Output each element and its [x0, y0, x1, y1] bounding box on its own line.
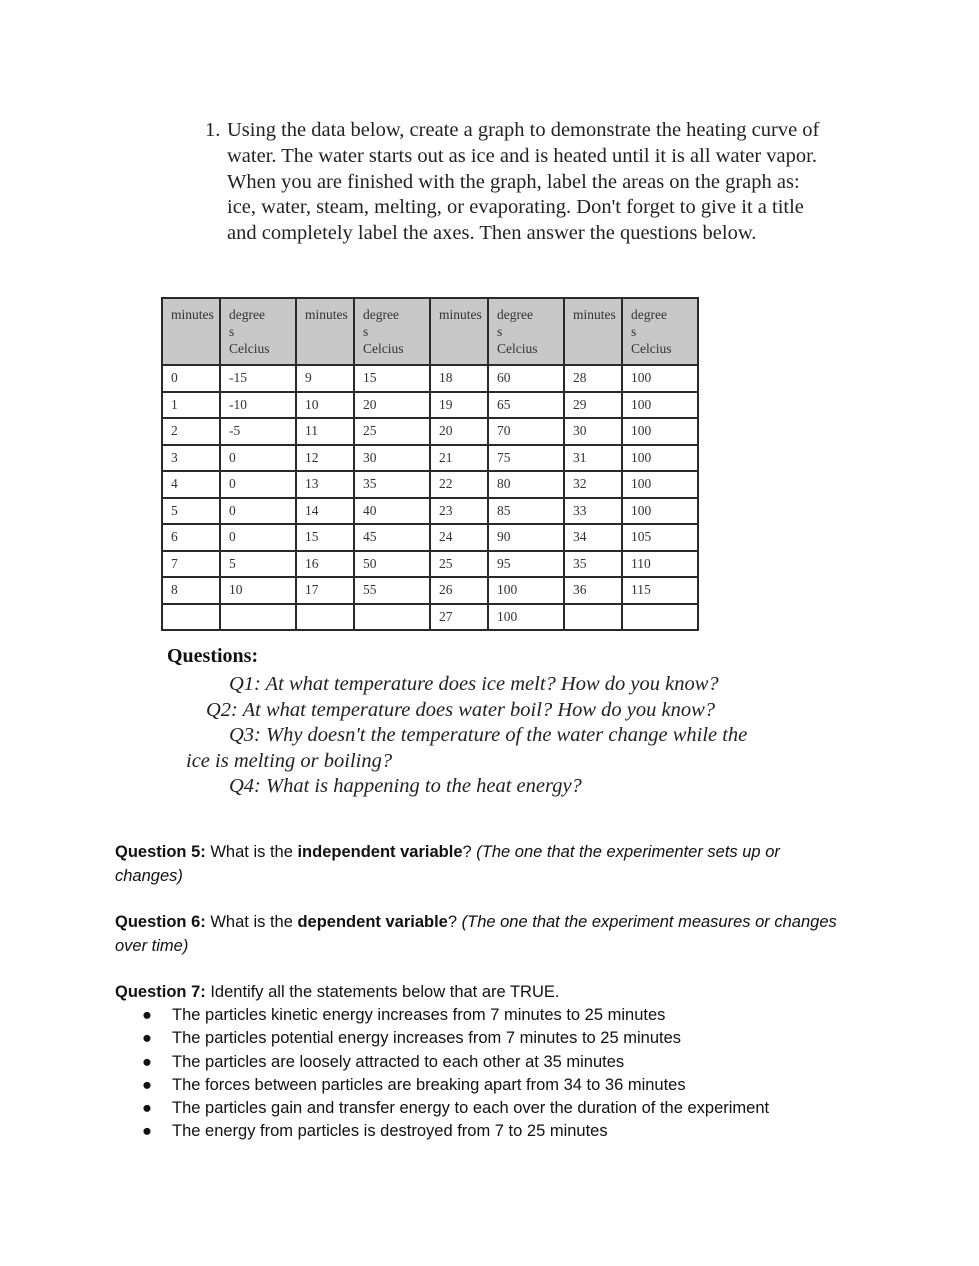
cell-minutes: 9 — [296, 365, 354, 392]
cell-minutes: 23 — [430, 498, 488, 525]
question-6-label: Question 6: — [115, 913, 206, 931]
list-item: ● The energy from particles is destroyed from 7 to 25 minutes — [140, 1120, 769, 1143]
question-6-hint: (The one that the experiment measures or changes over time) — [115, 913, 837, 955]
cell-degrees: 100 — [622, 365, 698, 392]
table-row — [162, 524, 698, 551]
cell-degrees: 30 — [354, 445, 430, 472]
cell-minutes: 20 — [430, 418, 488, 445]
cell-minutes: 1 — [162, 392, 220, 419]
question-q3-line1: Q3: Why doesn't the temperature of the water change while the — [229, 724, 748, 746]
cell-minutes: 32 — [564, 471, 622, 498]
table-header-row — [162, 298, 698, 365]
header-degrees: degree s Celcius — [354, 298, 430, 365]
cell-degrees — [354, 604, 430, 631]
cell-degrees: 55 — [354, 577, 430, 604]
cell-degrees: 95 — [488, 551, 564, 578]
cell-minutes: 13 — [296, 471, 354, 498]
bullet-icon: ● — [142, 1029, 152, 1048]
cell-degrees: 100 — [622, 392, 698, 419]
cell-degrees: 20 — [354, 392, 430, 419]
cell-minutes: 10 — [296, 392, 354, 419]
cell-degrees — [622, 604, 698, 631]
question-q3-line2: ice is melting or boiling? — [186, 750, 393, 772]
cell-degrees: -10 — [220, 392, 296, 419]
cell-minutes: 30 — [564, 418, 622, 445]
cell-degrees: 90 — [488, 524, 564, 551]
header-minutes: minutes — [430, 298, 488, 365]
questions-heading: Questions: — [167, 645, 259, 667]
question-5: Question 5: What is the independent variable? (The one that the experimenter sets up or changes) — [115, 843, 780, 885]
question-q1: Q1: At what temperature does ice melt? How do you know? — [229, 673, 719, 695]
question-5-term: independent variable — [297, 843, 463, 861]
table-row — [162, 445, 698, 472]
cell-minutes: 16 — [296, 551, 354, 578]
question-7-text: Identify all the statements below that are TRUE. — [205, 983, 560, 1001]
question-5-label: Question 5: — [115, 843, 206, 861]
cell-minutes: 21 — [430, 445, 488, 472]
cell-degrees: 0 — [220, 445, 296, 472]
cell-minutes: 24 — [430, 524, 488, 551]
question-q2: Q2: At what temperature does water boil? How do you know? — [206, 699, 716, 721]
list-item: ● The particles gain and transfer energy to each over the duration of the experiment — [140, 1097, 769, 1120]
header-degrees: degree s Celcius — [622, 298, 698, 365]
instruction-text: Using the data below, create a graph to demonstrate the heating curve of water. The water starts out as ice and is heated until it is all water vapor. When you are finished with the graph, label the areas on the graph as: ice, water, steam, melting, or evaporating. Don't forget to give it a title and completely label the axes. Then answer the questions below. — [227, 119, 820, 245]
cell-minutes: 15 — [296, 524, 354, 551]
cell-minutes: 8 — [162, 577, 220, 604]
cell-degrees: -15 — [220, 365, 296, 392]
cell-minutes: 25 — [430, 551, 488, 578]
table-row — [162, 392, 698, 419]
cell-degrees: 65 — [488, 392, 564, 419]
cell-minutes: 27 — [430, 604, 488, 631]
cell-degrees: 10 — [220, 577, 296, 604]
header-minutes: minutes — [564, 298, 622, 365]
cell-degrees: 0 — [220, 471, 296, 498]
cell-degrees — [220, 604, 296, 631]
table-row — [162, 551, 698, 578]
cell-degrees: 100 — [622, 498, 698, 525]
list-item: ● The particles potential energy increases from 7 minutes to 25 minutes — [140, 1027, 769, 1050]
cell-degrees: 50 — [354, 551, 430, 578]
cell-degrees: 110 — [622, 551, 698, 578]
cell-minutes — [296, 604, 354, 631]
cell-degrees: 70 — [488, 418, 564, 445]
cell-minutes: 26 — [430, 577, 488, 604]
cell-minutes: 2 — [162, 418, 220, 445]
cell-degrees: 100 — [488, 604, 564, 631]
cell-degrees: 105 — [622, 524, 698, 551]
list-item: ● The particles are loosely attracted to each other at 35 minutes — [140, 1051, 769, 1074]
cell-degrees: 0 — [220, 498, 296, 525]
cell-degrees: 15 — [354, 365, 430, 392]
table-body — [162, 365, 698, 630]
list-item: ● The particles kinetic energy increases from 7 minutes to 25 minutes — [140, 1004, 769, 1027]
cell-minutes: 11 — [296, 418, 354, 445]
bullet-icon: ● — [142, 1122, 152, 1141]
cell-minutes: 18 — [430, 365, 488, 392]
cell-degrees: 60 — [488, 365, 564, 392]
header-degrees: degree s Celcius — [220, 298, 296, 365]
cell-minutes: 36 — [564, 577, 622, 604]
cell-degrees: 35 — [354, 471, 430, 498]
cell-minutes: 3 — [162, 445, 220, 472]
cell-minutes: 0 — [162, 365, 220, 392]
table-row — [162, 604, 698, 631]
header-minutes: minutes — [162, 298, 220, 365]
cell-degrees: 115 — [622, 577, 698, 604]
instruction-number: 1. — [205, 119, 221, 141]
cell-degrees: 0 — [220, 524, 296, 551]
cell-minutes: 7 — [162, 551, 220, 578]
question-7 — [115, 981, 845, 1005]
cell-degrees: 80 — [488, 471, 564, 498]
cell-minutes: 14 — [296, 498, 354, 525]
cell-degrees: 85 — [488, 498, 564, 525]
cell-degrees: 100 — [622, 471, 698, 498]
cell-minutes — [564, 604, 622, 631]
cell-minutes: 4 — [162, 471, 220, 498]
question-q4: Q4: What is happening to the heat energy? — [229, 775, 582, 797]
table-row — [162, 577, 698, 604]
cell-minutes: 19 — [430, 392, 488, 419]
cell-degrees: 25 — [354, 418, 430, 445]
cell-minutes: 29 — [564, 392, 622, 419]
cell-degrees: 100 — [622, 445, 698, 472]
cell-minutes: 28 — [564, 365, 622, 392]
cell-degrees: 100 — [622, 418, 698, 445]
cell-minutes: 17 — [296, 577, 354, 604]
question-7-label: Question 7: — [115, 983, 206, 1001]
bullet-icon: ● — [142, 1006, 152, 1024]
question-5-hint: (The one that the experimenter sets up or changes) — [115, 843, 780, 885]
cell-degrees: -5 — [220, 418, 296, 445]
cell-minutes: 12 — [296, 445, 354, 472]
header-minutes: minutes — [296, 298, 354, 365]
heating-data-table — [161, 297, 699, 631]
cell-degrees: 45 — [354, 524, 430, 551]
list-item: ● The forces between particles are breaking apart from 34 to 36 minutes — [140, 1074, 769, 1097]
question-6: Question 6: What is the dependent variable? (The one that the experiment measures or changes over time) — [115, 913, 837, 955]
table-row — [162, 471, 698, 498]
cell-minutes: 31 — [564, 445, 622, 472]
cell-degrees: 40 — [354, 498, 430, 525]
table-row — [162, 498, 698, 525]
bullet-icon: ● — [142, 1075, 152, 1094]
cell-minutes: 6 — [162, 524, 220, 551]
bullet-icon: ● — [142, 1099, 152, 1118]
cell-degrees: 100 — [488, 577, 564, 604]
cell-degrees: 75 — [488, 445, 564, 472]
cell-minutes: 22 — [430, 471, 488, 498]
cell-minutes: 34 — [564, 524, 622, 551]
table-row — [162, 365, 698, 392]
instructions-paragraph — [205, 118, 825, 247]
table-row — [162, 418, 698, 445]
question-7-statements — [140, 1004, 769, 1144]
cell-minutes — [162, 604, 220, 631]
header-degrees: degree s Celcius — [488, 298, 564, 365]
bullet-icon: ● — [142, 1052, 152, 1071]
cell-minutes: 33 — [564, 498, 622, 525]
question-6-term: dependent variable — [297, 913, 448, 931]
cell-degrees: 5 — [220, 551, 296, 578]
cell-minutes: 5 — [162, 498, 220, 525]
cell-minutes: 35 — [564, 551, 622, 578]
